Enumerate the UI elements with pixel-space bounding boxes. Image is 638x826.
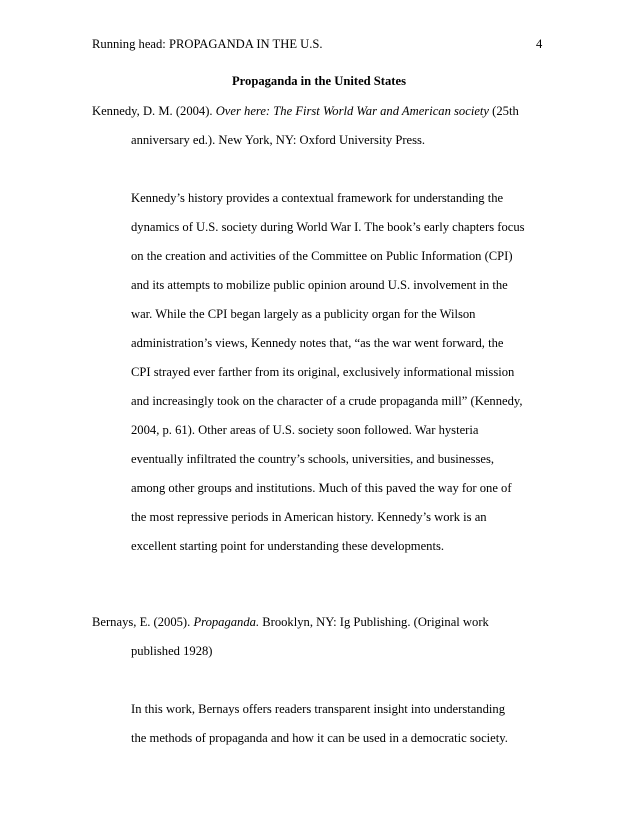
annotation-line: eventually infiltrated the country’s schools, universities, and businesses, xyxy=(131,452,495,466)
annotation-line: Kennedy’s history provides a contextual framework for understanding the xyxy=(131,191,504,205)
annotation-line: In this work, Bernays offers readers transparent insight into understanding xyxy=(131,702,505,716)
annotation-line: among other groups and institutions. Much of this paved the way for one of xyxy=(131,481,512,495)
annotation-line: war. While the CPI began largely as a publicity organ for the Wilson xyxy=(131,307,476,321)
running-head: Running head: PROPAGANDA IN THE U.S. xyxy=(92,37,323,51)
citation-author-year: Bernays, E. (2005). xyxy=(92,615,194,629)
citation-rest: (25th xyxy=(489,104,519,118)
citation-bernays-line-1 xyxy=(92,616,489,629)
annotation-line: dynamics of U.S. society during World War I. The book’s early chapters focus xyxy=(131,220,525,234)
document-title: Propaganda in the United States xyxy=(231,74,406,88)
annotation-line: and its attempts to mobilize public opinion around U.S. involvement in the xyxy=(131,278,508,292)
citation-author-year: Kennedy, D. M. (2004). xyxy=(92,104,216,118)
page-number: 4 xyxy=(536,37,543,51)
annotation-line: and increasingly took on the character of a crude propaganda mill” (Kennedy, xyxy=(131,394,523,408)
citation-work-title: Propaganda. xyxy=(193,615,260,629)
annotation-line: CPI strayed ever farther from its original, exclusively informational mission xyxy=(131,365,515,379)
citation-bernays-line-2: published 1928) xyxy=(131,644,213,658)
annotation-line: 2004, p. 61). Other areas of U.S. society soon followed. War hysteria xyxy=(131,423,479,437)
citation-kennedy-line-1 xyxy=(92,105,519,118)
annotation-line: on the creation and activities of the Committee on Public Information (CPI) xyxy=(131,249,513,263)
citation-rest: Brooklyn, NY: Ig Publishing. (Original work xyxy=(259,615,489,629)
annotation-line: administration’s views, Kennedy notes that, “as the war went forward, the xyxy=(131,336,504,350)
citation-work-title: Over here: The First World War and American society xyxy=(215,104,490,118)
annotation-line: the methods of propaganda and how it can be used in a democratic society. xyxy=(131,731,508,745)
annotation-line: excellent starting point for understanding these developments. xyxy=(131,539,445,553)
annotation-line: the most repressive periods in American history. Kennedy’s work is an xyxy=(131,510,487,524)
citation-kennedy-line-2: anniversary ed.). New York, NY: Oxford University Press. xyxy=(131,133,426,147)
